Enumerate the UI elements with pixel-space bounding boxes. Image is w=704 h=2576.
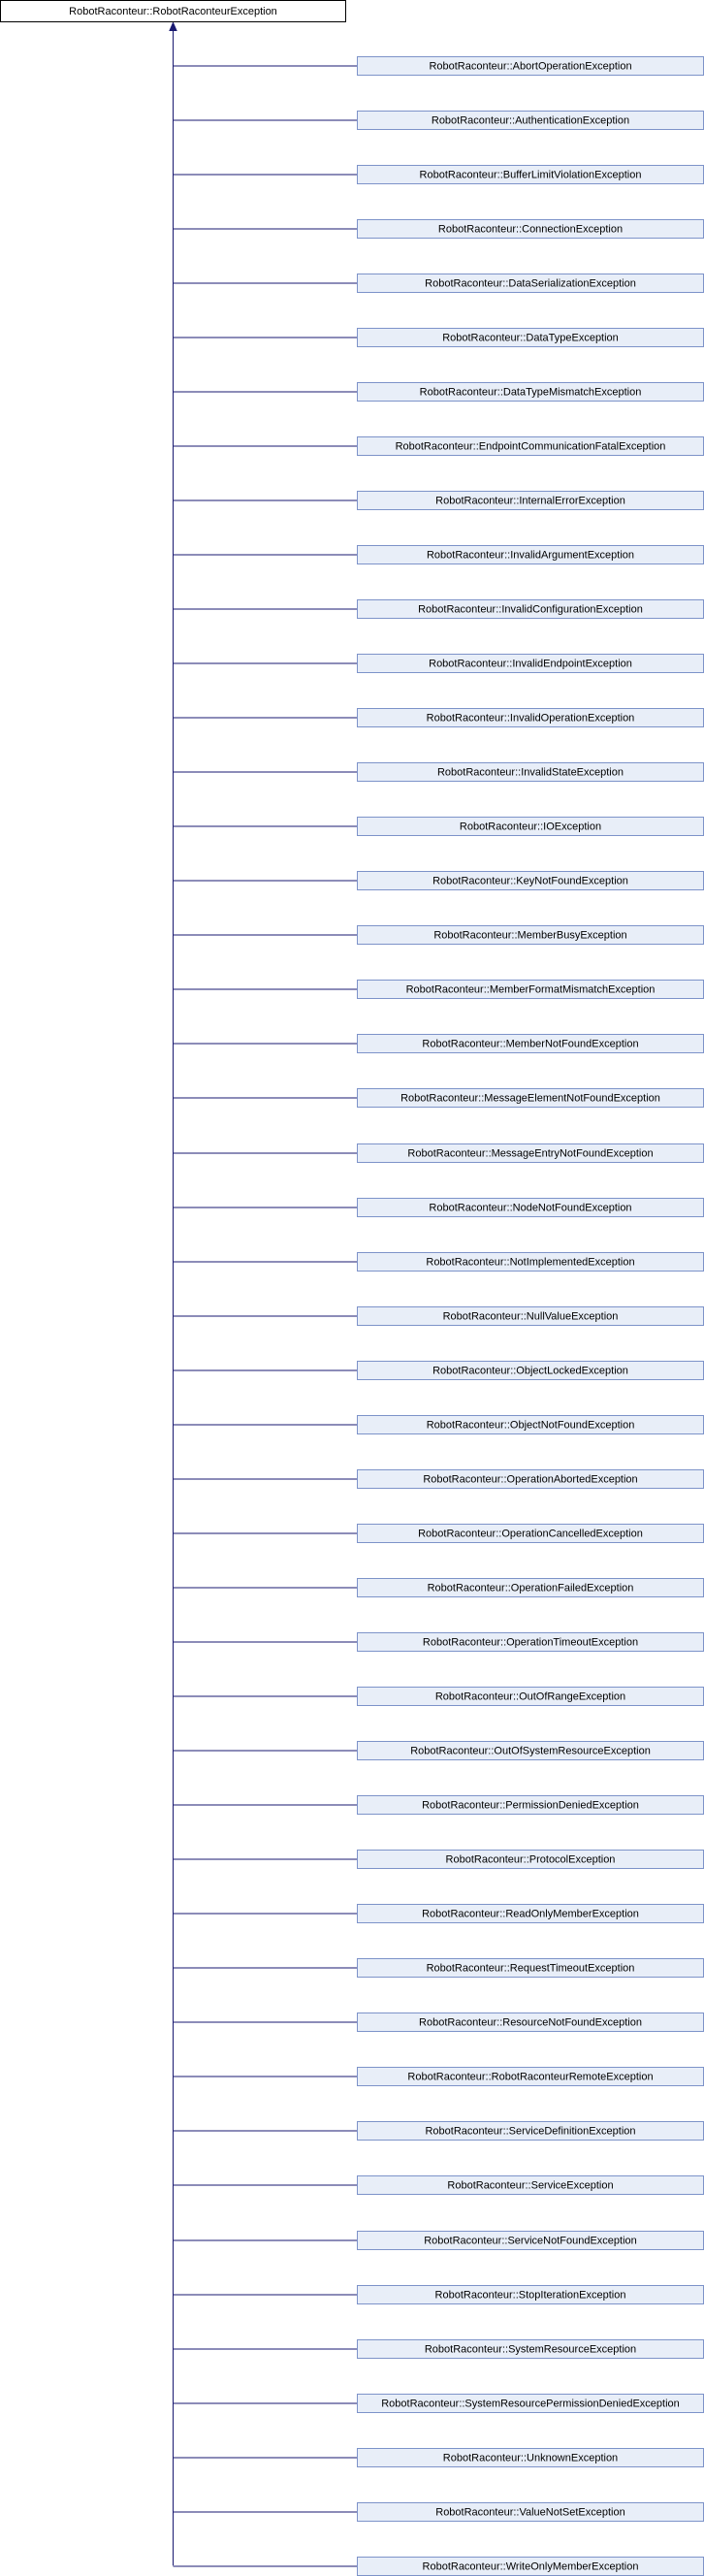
derived-class-label: RobotRaconteur::BufferLimitViolationException xyxy=(419,169,642,181)
derived-class-label: RobotRaconteur::OperationFailedException xyxy=(427,1582,634,1594)
derived-class-label: RobotRaconteur::InvalidConfigurationException xyxy=(418,603,643,616)
derived-class-label: RobotRaconteur::KeyNotFoundException xyxy=(432,875,628,887)
derived-class-label: RobotRaconteur::WriteOnlyMemberException xyxy=(422,2560,639,2573)
derived-class-node[interactable] xyxy=(358,437,704,456)
derived-class-label: RobotRaconteur::PermissionDeniedException xyxy=(422,1799,639,1812)
derived-class-node[interactable] xyxy=(358,2340,704,2359)
derived-class-node[interactable] xyxy=(358,274,704,293)
derived-class-label: RobotRaconteur::RequestTimeoutException xyxy=(426,1962,635,1975)
derived-class-node[interactable] xyxy=(358,872,704,890)
derived-class-label: RobotRaconteur::OutOfSystemResourceException xyxy=(410,1745,651,1757)
derived-class-label: RobotRaconteur::StopIterationException xyxy=(434,2289,626,2302)
derived-class-label: RobotRaconteur::MemberNotFoundException xyxy=(422,1038,639,1050)
derived-class-label: RobotRaconteur::ValueNotSetException xyxy=(435,2506,625,2519)
derived-class-label: RobotRaconteur::NullValueException xyxy=(442,1310,619,1323)
derived-class-label: RobotRaconteur::ProtocolException xyxy=(445,1853,616,1866)
derived-class-label: RobotRaconteur::DataTypeMismatchException xyxy=(419,386,642,399)
derived-class-node[interactable] xyxy=(358,1035,704,1053)
derived-class-node[interactable] xyxy=(358,1144,704,1163)
derived-class-node[interactable] xyxy=(358,763,704,782)
derived-class-label: RobotRaconteur::NodeNotFoundException xyxy=(429,1202,632,1214)
derived-class-node[interactable] xyxy=(358,2232,704,2250)
derived-class-label: RobotRaconteur::ObjectNotFoundException xyxy=(426,1419,635,1432)
derived-class-label: RobotRaconteur::NotImplementedException xyxy=(426,1256,635,1269)
derived-class-node[interactable] xyxy=(358,220,704,239)
derived-class-node[interactable] xyxy=(358,2503,704,2522)
derived-class-node[interactable] xyxy=(358,818,704,836)
derived-class-node[interactable] xyxy=(358,926,704,945)
derived-class-node[interactable] xyxy=(358,2395,704,2413)
derived-class-label: RobotRaconteur::IOException xyxy=(459,821,602,833)
derived-class-label: RobotRaconteur::AbortOperationException xyxy=(429,60,632,73)
derived-class-node[interactable] xyxy=(358,709,704,727)
derived-class-node[interactable] xyxy=(358,1905,704,1923)
derived-class-node[interactable] xyxy=(358,1253,704,1272)
derived-class-label: RobotRaconteur::InvalidArgumentException xyxy=(426,549,635,562)
derived-class-node[interactable] xyxy=(358,383,704,402)
derived-class-node[interactable] xyxy=(358,1688,704,1706)
derived-class-label: RobotRaconteur::MessageElementNotFoundException xyxy=(400,1092,660,1105)
derived-class-label: RobotRaconteur::RobotRaconteurRemoteException xyxy=(407,2071,654,2083)
derived-class-node[interactable] xyxy=(358,329,704,347)
base-class-node[interactable] xyxy=(1,1,346,22)
derived-class-label: RobotRaconteur::DataTypeException xyxy=(442,332,619,344)
derived-class-node[interactable] xyxy=(358,1851,704,1869)
derived-class-label: RobotRaconteur::ServiceDefinitionException xyxy=(425,2125,636,2138)
derived-class-node[interactable] xyxy=(358,546,704,564)
derived-class-node[interactable] xyxy=(358,2068,704,2086)
derived-class-node[interactable] xyxy=(358,1362,704,1380)
derived-class-node[interactable] xyxy=(358,1579,704,1597)
derived-class-label: RobotRaconteur::UnknownException xyxy=(442,2452,619,2464)
derived-class-node[interactable] xyxy=(358,1470,704,1489)
derived-class-label: RobotRaconteur::OperationCancelledException xyxy=(418,1528,643,1540)
derived-class-node[interactable] xyxy=(358,2449,704,2467)
derived-class-label: RobotRaconteur::ServiceNotFoundException xyxy=(424,2235,637,2247)
derived-class-nodes xyxy=(358,57,704,2576)
derived-class-label: RobotRaconteur::MemberBusyException xyxy=(433,929,627,942)
derived-class-node[interactable] xyxy=(358,112,704,130)
derived-class-label: RobotRaconteur::ServiceException xyxy=(447,2179,614,2192)
derived-class-node[interactable] xyxy=(358,2122,704,2141)
derived-class-label: RobotRaconteur::OperationTimeoutException xyxy=(422,1636,639,1649)
derived-class-label: RobotRaconteur::SystemResourcePermissionDeniedException xyxy=(381,2398,680,2410)
derived-class-node[interactable] xyxy=(358,1525,704,1543)
derived-class-node[interactable] xyxy=(358,2286,704,2304)
derived-class-label: RobotRaconteur::MessageEntryNotFoundException xyxy=(407,1147,654,1160)
derived-class-node[interactable] xyxy=(358,2558,704,2576)
derived-class-label: RobotRaconteur::ConnectionException xyxy=(437,223,624,236)
derived-class-node[interactable] xyxy=(358,492,704,510)
base-class-label: RobotRaconteur::RobotRaconteurException xyxy=(69,6,277,17)
inheritance-arrowhead xyxy=(170,23,176,31)
derived-class-label: RobotRaconteur::InvalidStateException xyxy=(436,766,624,779)
derived-class-node[interactable] xyxy=(358,1959,704,1978)
derived-class-node[interactable] xyxy=(358,1633,704,1652)
derived-class-label: RobotRaconteur::MemberFormatMismatchException xyxy=(405,983,656,996)
derived-class-node[interactable] xyxy=(358,600,704,619)
derived-class-label: RobotRaconteur::InternalErrorException xyxy=(435,495,625,507)
derived-class-label: RobotRaconteur::EndpointCommunicationFatalException xyxy=(395,440,666,453)
derived-class-label: RobotRaconteur::SystemResourceException xyxy=(424,2343,637,2356)
derived-class-node[interactable] xyxy=(358,1796,704,1815)
derived-class-label: RobotRaconteur::OutOfRangeException xyxy=(434,1690,626,1703)
derived-class-label: RobotRaconteur::AuthenticationException xyxy=(431,114,630,127)
derived-class-node[interactable] xyxy=(358,2176,704,2195)
inheritance-edges xyxy=(170,23,358,2567)
derived-class-label: RobotRaconteur::InvalidOperationException xyxy=(426,712,635,724)
derived-class-node[interactable] xyxy=(358,166,704,184)
derived-class-node[interactable] xyxy=(358,1089,704,1108)
derived-class-label: RobotRaconteur::ResourceNotFoundException xyxy=(419,2016,642,2029)
derived-class-node[interactable] xyxy=(358,1742,704,1760)
derived-class-label: RobotRaconteur::DataSerializationException xyxy=(425,277,636,290)
derived-class-node[interactable] xyxy=(358,2013,704,2032)
derived-class-node[interactable] xyxy=(358,1416,704,1434)
derived-class-label: RobotRaconteur::InvalidEndpointException xyxy=(429,658,632,670)
derived-class-node[interactable] xyxy=(358,1307,704,1326)
derived-class-label: RobotRaconteur::OperationAbortedException xyxy=(423,1473,638,1486)
derived-class-node[interactable] xyxy=(358,655,704,673)
derived-class-label: RobotRaconteur::ReadOnlyMemberException xyxy=(422,1908,639,1920)
derived-class-node[interactable] xyxy=(358,1199,704,1217)
derived-class-label: RobotRaconteur::ObjectLockedException xyxy=(432,1365,628,1377)
derived-class-node[interactable] xyxy=(358,981,704,999)
derived-class-node[interactable] xyxy=(358,57,704,76)
